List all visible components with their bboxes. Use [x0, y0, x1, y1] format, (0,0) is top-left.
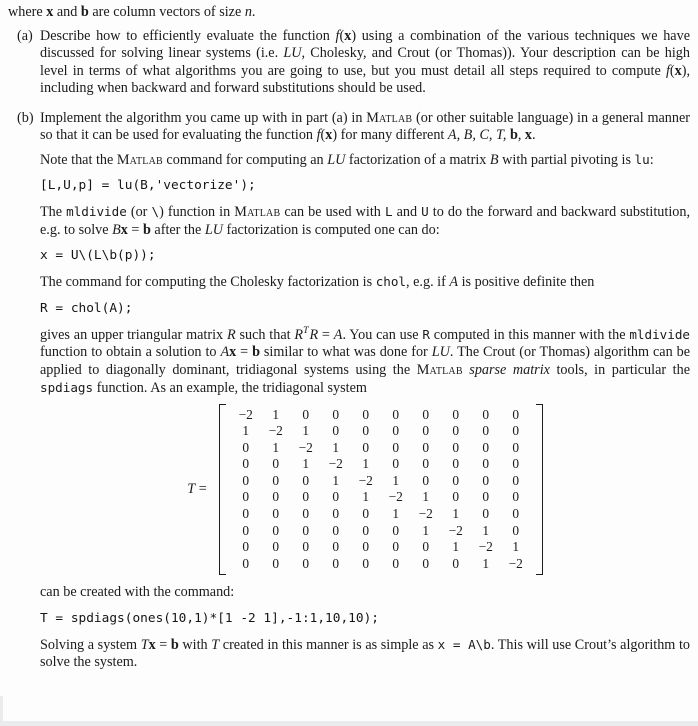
text-run: similar to what was done for — [259, 344, 432, 360]
matrix-cell: −2 — [268, 423, 283, 439]
text-run: U — [421, 204, 429, 219]
text-run: R — [309, 326, 319, 343]
code-line-chol: R = chol(A); — [40, 300, 133, 316]
text-run: f — [316, 127, 321, 143]
text-run: Implement the algorithm you came up with in part (a) in — [40, 109, 367, 126]
text-run: ( — [320, 127, 326, 143]
matrix-cell: 0 — [242, 555, 250, 571]
matrix-cell: 0 — [392, 406, 400, 422]
text-run: ( — [669, 62, 675, 79]
matrix-cell: 0 — [452, 439, 460, 455]
matrix-cell: 0 — [482, 423, 490, 439]
text-run: = — [155, 636, 171, 653]
text-run: x — [674, 62, 682, 79]
text-run: \ — [151, 204, 160, 219]
text-run: . This will use Crout’s algorithm to solve the system. — [40, 636, 690, 671]
text-run: function to obtain a solution to — [40, 344, 221, 360]
page-edge-left — [0, 696, 3, 726]
matrix-cell: 0 — [332, 489, 340, 505]
text-run: ) using a combination of the various techniques we have discussed for solving linear systems (i.e. — [40, 27, 690, 61]
matrix-cell: 0 — [302, 472, 310, 488]
text-run: A — [449, 274, 459, 290]
matrix-cell: 0 — [512, 506, 520, 522]
matrix-cell: 0 — [392, 539, 400, 555]
text-run: b — [252, 344, 260, 360]
text-run: tools, in particular the — [549, 361, 690, 378]
text-run: computed in this manner with the — [429, 326, 630, 343]
matrix-cell: 1 — [392, 472, 400, 488]
matrix-cell: 1 — [482, 522, 490, 538]
matrix-cell: 0 — [302, 539, 310, 555]
matrix-cell: 0 — [422, 456, 430, 472]
matrix-cell: 0 — [272, 539, 280, 555]
matrix-cell: 0 — [512, 406, 520, 422]
matrix-cell: 0 — [392, 439, 400, 455]
tridiagonal-matrix-equation — [40, 404, 690, 576]
text-run: b — [509, 127, 518, 143]
matrix-cell: 0 — [392, 522, 400, 538]
text-run: sparse matrix — [469, 361, 550, 378]
text-run: x — [325, 127, 333, 143]
matrix-cell: 0 — [392, 456, 400, 472]
matrix-cell: 1 — [302, 456, 310, 472]
text-run: (or — [126, 204, 152, 220]
matrix-cell: −2 — [388, 489, 403, 505]
matrix-cell: 1 — [272, 406, 280, 422]
matrix-cell: 0 — [422, 439, 430, 455]
text-run: T — [303, 324, 309, 336]
text-run: = — [236, 344, 253, 360]
matrix-cell: 0 — [452, 489, 460, 505]
matrix-cell: 1 — [362, 456, 370, 472]
matrix-cell: 0 — [422, 555, 430, 571]
matrix-cell: 0 — [272, 489, 280, 505]
mldivide-paragraph — [40, 203, 690, 239]
matrix-cell: 1 — [272, 439, 280, 455]
item-a-paragraph — [40, 28, 690, 98]
matrix-cell: 0 — [362, 423, 370, 439]
matrix-cell: 0 — [362, 506, 370, 522]
text-run: , — [517, 127, 525, 143]
matrix-cell: −2 — [418, 506, 433, 522]
item-b-paragraph — [40, 110, 690, 145]
text-run: and — [53, 4, 81, 20]
solving-paragraph — [40, 636, 690, 672]
matrix-cell: −2 — [478, 539, 493, 555]
text-run: (or other suitable language) in a general manner so that it can be used for evaluating the function — [40, 109, 691, 143]
text-run: mldivide — [629, 326, 690, 342]
text-run: = — [195, 480, 207, 497]
text-run: gives an upper triangular matrix — [40, 326, 227, 343]
matrix-cell: 0 — [362, 539, 370, 555]
matrix-cell: 0 — [422, 539, 430, 555]
text-run: = — [318, 326, 334, 343]
note-lu-paragraph — [40, 151, 690, 170]
matrix-cell: 0 — [512, 439, 520, 455]
text-run: . — [532, 127, 536, 143]
matrix-cell: 0 — [452, 555, 460, 571]
text-run: Matlab — [366, 109, 413, 126]
matrix-cell: 0 — [512, 522, 520, 538]
matrix-cell: 0 — [302, 489, 310, 505]
matrix-cell: 0 — [242, 489, 250, 505]
text-run: mldivide — [66, 204, 127, 219]
text-run: command for computing an — [162, 151, 328, 168]
text-run: R — [294, 326, 304, 343]
matrix-cell: 1 — [242, 423, 250, 439]
text-run: LU — [431, 344, 450, 360]
matrix-cell: −2 — [448, 522, 463, 538]
text-run: T — [211, 636, 220, 653]
text-run: spdiags — [40, 380, 94, 395]
matrix-cell: 0 — [422, 423, 430, 439]
matrix-cell: 0 — [422, 406, 430, 422]
matrix-cell: 0 — [302, 506, 310, 522]
matrix-cell: 0 — [482, 472, 490, 488]
text-run: A — [333, 326, 343, 343]
matrix-cell: 0 — [242, 522, 250, 538]
text-run: , e.g. if — [406, 274, 450, 290]
text-run: T — [187, 480, 196, 497]
item-b-label: (b) — [17, 109, 34, 126]
intro-paragraph — [8, 4, 690, 22]
matrix-cell: 0 — [452, 472, 460, 488]
text-run: A, B, C, T, — [447, 127, 507, 143]
text-run: R — [422, 326, 430, 342]
matrix-cell: 0 — [452, 456, 460, 472]
text-run: and — [392, 204, 422, 220]
text-run: T — [140, 636, 149, 653]
matrix-cell: −2 — [298, 439, 313, 455]
matrix-cell: 0 — [362, 522, 370, 538]
matrix-cell: 0 — [272, 456, 280, 472]
text-run: is positive definite then — [458, 274, 595, 290]
matrix-cell: −2 — [358, 472, 373, 488]
text-run: function. As an example, the tridiagonal system — [93, 380, 367, 396]
text-run: Solving a system — [40, 636, 141, 653]
text-run: ), including when backward and forward substitutions should be used. — [40, 62, 690, 96]
matrix-cell: 1 — [362, 489, 370, 505]
matrix-cell: 1 — [422, 489, 430, 505]
matrix-cell: 0 — [362, 439, 370, 455]
matrix-cell: 1 — [332, 439, 340, 455]
text-run: can be created with the command: — [40, 584, 235, 601]
matrix-cell: 0 — [452, 423, 460, 439]
matrix-cell: 1 — [452, 539, 460, 555]
text-run: Matlab — [416, 361, 463, 378]
list-item-a — [8, 28, 690, 104]
matrix-cell: 1 — [512, 539, 520, 555]
text-run: . You can use — [342, 326, 423, 343]
text-run: LU — [204, 221, 223, 238]
text-run: R — [226, 326, 236, 343]
matrix-cell: 1 — [422, 522, 430, 538]
matrix-cell: 0 — [422, 472, 430, 488]
code-line-solve: x = U\(L\b(p)); — [40, 248, 156, 263]
text-run: L — [384, 204, 393, 219]
matrix-cell: −2 — [328, 456, 343, 472]
matrix-cell: 0 — [452, 406, 460, 422]
text-run: lu — [634, 151, 650, 167]
text-run: x — [148, 636, 156, 653]
matrix-cell: 0 — [332, 506, 340, 522]
text-run: factorization of a matrix — [345, 151, 490, 168]
matrix-cell: 0 — [332, 423, 340, 439]
text-run: x — [46, 4, 54, 20]
text-run: can be used with — [280, 204, 385, 220]
item-b-body — [40, 110, 690, 672]
text-run: x — [344, 27, 352, 44]
text-run: b — [80, 4, 89, 20]
matrix-cell: 0 — [332, 555, 340, 571]
matrix-cell: 0 — [482, 506, 490, 522]
text-run: A — [220, 344, 230, 360]
text-run: B — [112, 221, 121, 238]
matrix-cell: 0 — [482, 439, 490, 455]
text-run: chol — [375, 274, 407, 289]
matrix-cell: 0 — [482, 456, 490, 472]
text-run: with — [178, 636, 212, 653]
matrix-cell: 0 — [512, 489, 520, 505]
text-run: LU — [327, 151, 346, 168]
matrix-cell: 0 — [512, 456, 520, 472]
text-run: . — [251, 4, 256, 20]
matrix-cell: 0 — [242, 472, 250, 488]
matrix-cell: 0 — [482, 406, 490, 422]
text-run: : — [649, 151, 654, 168]
matrix-cell: 0 — [302, 522, 310, 538]
text-run: Describe how to efficiently evaluate the function — [40, 27, 336, 44]
matrix-cell: −2 — [508, 555, 523, 571]
matrix-cell: 0 — [332, 539, 340, 555]
cholesky-paragraph — [40, 273, 690, 292]
text-run: Note that the — [40, 151, 117, 168]
matrix-cell: 0 — [272, 522, 280, 538]
text-run: = — [127, 221, 143, 238]
text-run: x = A\b — [437, 636, 491, 652]
matrix-right-bracket — [536, 404, 543, 576]
matrix-cell: 0 — [362, 406, 370, 422]
matrix-cell: 0 — [512, 472, 520, 488]
matrix-cell: 0 — [512, 423, 520, 439]
matrix-cell: 0 — [332, 522, 340, 538]
matrix-cell: 0 — [392, 555, 400, 571]
code-line-lu: [L,U,p] = lu(B,'vectorize'); — [40, 178, 256, 193]
text-run: b — [170, 636, 179, 653]
gives-paragraph — [40, 326, 690, 398]
matrix-cell: 0 — [272, 472, 280, 488]
text-run: b — [142, 221, 151, 238]
matrix-cell: 0 — [482, 489, 490, 505]
text-run: factorization is computed one can do: — [222, 221, 440, 238]
text-run: ) function in — [159, 204, 235, 220]
matrix-cell: 1 — [392, 506, 400, 522]
text-run: after the — [150, 221, 205, 238]
text-run: where — [8, 4, 47, 20]
text-run: n — [244, 4, 252, 20]
text-run: to do the forward and backward substitution, e.g. to solve — [40, 204, 690, 238]
text-run: The command for computing the Cholesky factorization is — [40, 274, 376, 290]
matrix-cell: 0 — [302, 406, 310, 422]
text-run: created in this manner is as simple as — [219, 636, 438, 653]
matrix-cell: 0 — [392, 423, 400, 439]
list-item-b — [8, 110, 690, 672]
text-run: x — [229, 344, 237, 360]
item-a-body — [40, 28, 690, 104]
created-paragraph — [40, 584, 690, 602]
text-run: Matlab — [116, 151, 163, 168]
matrix-left-bracket — [219, 404, 226, 576]
matrix-cell: 0 — [242, 506, 250, 522]
matrix-grid — [226, 404, 536, 576]
matrix-cell: 1 — [332, 472, 340, 488]
item-a-label: (a) — [17, 27, 33, 44]
matrix-cell: 1 — [452, 506, 460, 522]
text-run: such that — [235, 326, 295, 343]
matrix-cell: 0 — [332, 406, 340, 422]
text-run: f — [665, 62, 670, 79]
text-run: ( — [339, 27, 345, 44]
text-run: x — [120, 221, 128, 238]
text-run: The — [40, 204, 67, 220]
text-run: with partial pivoting is — [498, 151, 635, 168]
page-edge-bottom — [0, 721, 698, 726]
matrix-cell: 0 — [242, 456, 250, 472]
matrix-cell: −2 — [238, 406, 253, 422]
text-run: f — [335, 27, 340, 44]
matrix-cell: 0 — [242, 439, 250, 455]
text-run: B — [489, 151, 499, 168]
text-run: . The Crout (or Thomas) algorithm can be applied to diagonally dominant, tridiagonal systems using the — [40, 344, 690, 378]
text-run: are column vectors of size — [88, 4, 245, 20]
text-run: LU — [283, 45, 302, 61]
matrix — [219, 404, 543, 576]
text-run: x — [524, 127, 533, 143]
matrix-cell: 0 — [302, 555, 310, 571]
matrix-cell: 0 — [272, 506, 280, 522]
code-line-spdiags: T = spdiags(ones(10,1)*[1 -2 1],-1:1,10,10); — [40, 610, 379, 626]
matrix-cell: 0 — [242, 539, 250, 555]
matrix-cell: 0 — [362, 555, 370, 571]
matrix-label — [187, 481, 206, 499]
text-run: ) for many different — [332, 127, 448, 143]
matrix-cell: 1 — [482, 555, 490, 571]
text-run: Matlab — [234, 204, 281, 220]
text-run: , Cholesky, and Crout (or Thomas)). Your description can be high level in terms of what algorithms you are going to use, but you must detail all steps required to compute — [40, 45, 690, 79]
matrix-cell: 0 — [272, 555, 280, 571]
matrix-cell: 1 — [302, 423, 310, 439]
